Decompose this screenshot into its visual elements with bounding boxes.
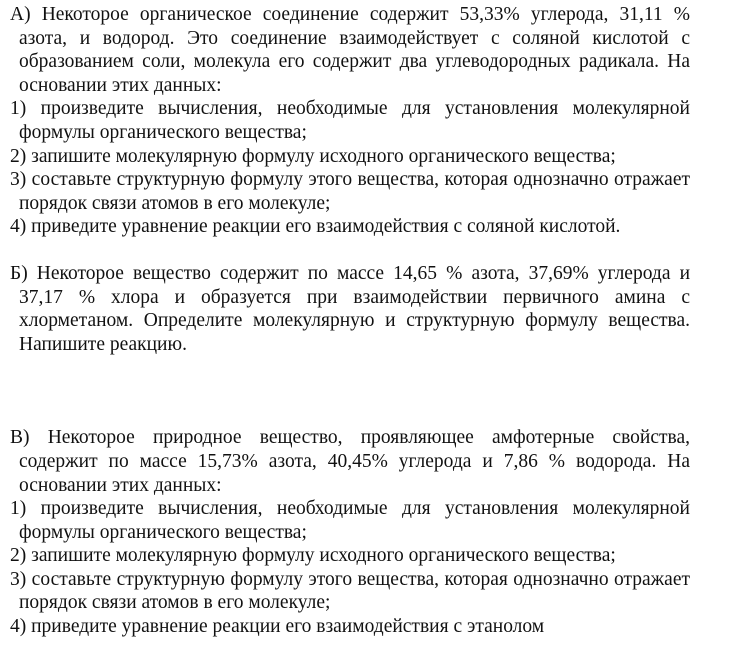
problem-c-intro — [10, 426, 690, 497]
problem-b-label: Б) — [10, 262, 28, 284]
problem-b — [10, 262, 690, 356]
problem-a-intro-text: Некоторое органическое соединение содержит 53,33% углерода, 31,11 % азота, и водород. Это соединение взаимодействует с соляной кислотой с образованием соли, молекула его содержит два углеводородных радикала. На основании этих данных: — [19, 4, 690, 96]
problem-a-label: А) — [10, 4, 31, 25]
problem-c-item-2: 2) запишите молекулярную формулу исходного органического вещества; — [10, 545, 616, 567]
problem-b-intro-text: Некоторое вещество содержит по массе 14,65 % азота, 37,69% углерода и 37,17 % хлора и образуется при взаимодействии первичного амина с хлорметаном. Определите молекулярную и структурную формулу вещества. Напишите реакцию. — [19, 262, 690, 355]
problem-c-item-1: 1) произведите вычисления, необходимые для установления молекулярной формулы органического вещества; — [10, 498, 690, 543]
problem-b-intro — [10, 262, 690, 356]
problem-c-label: В) — [10, 427, 30, 449]
problem-a-item-2: 2) запишите молекулярную формулу исходного органического вещества; — [10, 145, 616, 167]
problem-a-item-1: 1) произведите вычисления, необходимые для установления молекулярной формулы органического вещества; — [10, 98, 690, 143]
problem-c-intro-text: Некоторое природное вещество, проявляющее амфотерные свойства, содержит по массе 15,73% азота, 40,45% углерода и 7,86 % водорода. На основании этих данных: — [19, 427, 690, 496]
problem-a — [10, 3, 690, 239]
section-spacer — [10, 356, 690, 426]
section-spacer — [10, 239, 690, 262]
problem-a-item-4: 4) приведите уравнение реакции его взаимодействия с соляной кислотой. — [10, 216, 621, 238]
problem-c-item-4: 4) приведите уравнение реакции его взаимодействия с этанолом — [10, 616, 545, 638]
problem-c — [10, 426, 690, 638]
problem-a-intro — [10, 3, 690, 97]
problem-c-item-3: 3) составьте структурную формулу этого вещества, которая однозначно отражает порядок связи атомов в его молекуле; — [10, 568, 690, 614]
problem-a-item-3: 3) составьте структурную формулу этого вещества, которая однозначно отражает порядок связи атомов в его молекуле; — [10, 169, 690, 214]
